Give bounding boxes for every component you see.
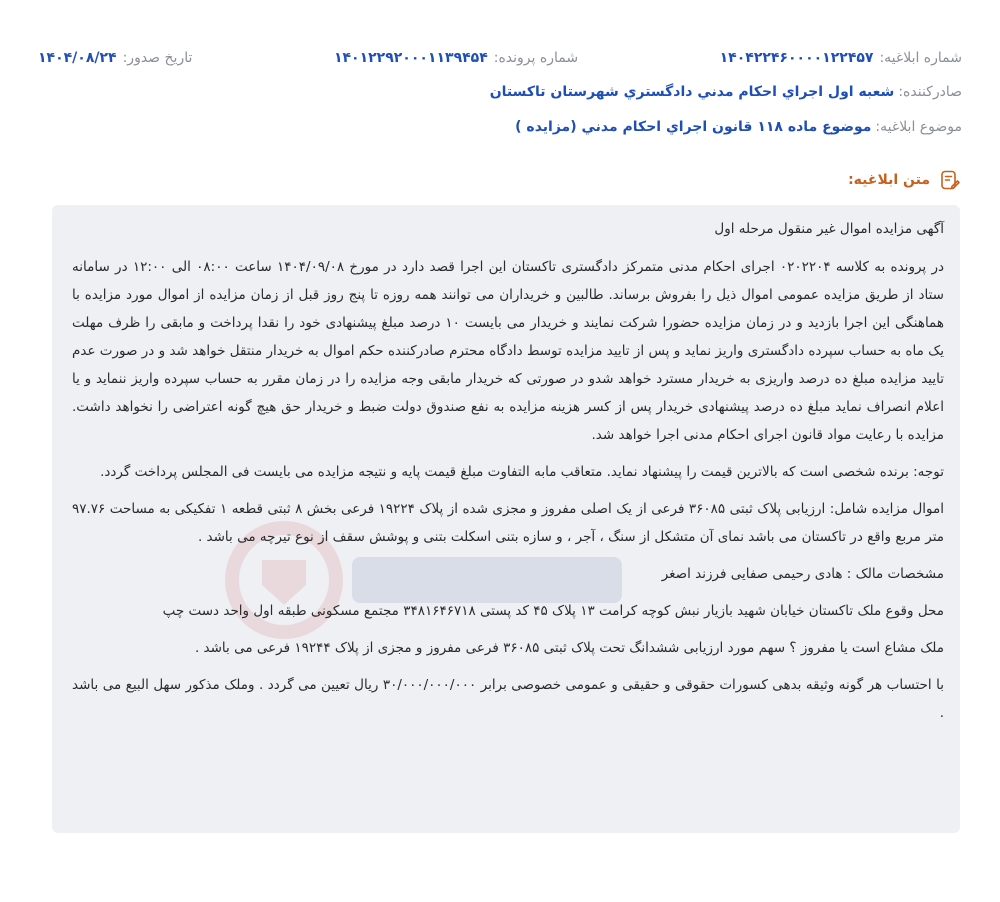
notice-body [52, 205, 960, 833]
notice-meta-row [38, 45, 962, 71]
notice-text-heading-label: متن ابلاغیه: [848, 172, 930, 188]
subject-label: موضوع ابلاغیه: [875, 119, 962, 135]
issuer-label: صادرکننده: [898, 84, 962, 100]
case-number-value: ۱۴۰۱۲۲۹۲۰۰۰۱۱۳۹۴۵۴ [333, 50, 488, 66]
body-paragraph: با احتساب هر گونه وثیقه بدهی کسورات حقوقی و حقیقی و عمومی خصوصی برابر ۳۰/۰۰۰/۰۰۰/۰۰۰ ریال تعیین می گردد . وملک مذکور سهل البیع می باشد . [72, 677, 944, 721]
body-paragraph: توجه: برنده شخصی است که بالاترین قیمت را پیشنهاد نماید. متعاقب مابه التفاوت مبلغ قیمت پایه و نتیجه مزایده می بایست فی المجلس پرداخت گردد. [100, 464, 944, 480]
notice-text-heading [848, 168, 962, 192]
body-paragraph: اموال مزایده شامل: ارزیابی پلاک ثبتی ۳۶۰۸۵ فرعی از یک اصلی مفروز و مجزی شده از پلاک ۱۹۲۲۴ فرعی بخش ۸ ثبتی قطعه ۱ تفکیکی به مساحت ۹۷.۷۶ متر مربع واقع در تاکستان می باشد نمای آن متشکل از سنگ ، آجر ، و سازه بتنی اسکلت بتنی و پوشش سقف از نوع تیرچه می باشد . [72, 501, 944, 545]
body-paragraph: مشخصات مالک : هادی رحیمی صفایی فرزند اصغر [661, 566, 944, 582]
notice-number [720, 50, 962, 66]
issuer-value: شعبه اول اجراي احكام مدني دادگستري شهرستان تاكستان [489, 84, 895, 100]
case-number-label: شماره پرونده: [493, 50, 579, 66]
body-paragraph: در پرونده به کلاسه ۰۲۰۲۲۰۴ اجرای احکام مدنی متمرکز دادگستری تاکستان این اجرا قصد دارد در مورخ ۱۴۰۴/۰۹/۰۸ ساعت ۰۸:۰۰ الی ۱۲:۰۰ در سامانه ستاد از طریق مزایده عمومی اموال ذیل را بفروش برساند. طالبین و خریداران می توانند همه روزه تا پنج روز قبل از زمان مزایده از اموال مورد مزایده با هماهنگی این اجرا بازدید و در زمان مزایده حضورا شرکت نمایند و خریدار می بایست ۱۰ درصد مبلغ پیشنهادی خود را نقدا پرداخت و مابقی را ظرف مهلت یک ماه به حساب سپرده دادگستری واریز نماید و پس از تایید مزایده توسط دادگاه محترم صادرکننده حکم اموال به خریدار منتقل خواهد شد و در صورت عدم تایید مزایده مبلغ ده درصد واریزی به خریدار مسترد خواهد شدو در صورتی که خریدار مابقی وجه مزایده را در زمان مقرر به حساب سپرده واریز ننماید و یا اعلام انصراف نماید مبلغ ده درصد پیشنهادی خریدار پس از کسر هزینه مزایده به نفع صندوق دولت ضبط و خریدار حق هیچ گونه اعتراضی را نخواهد داشت. مزایده با رعایت مواد قانون اجرای احکام مدنی اجرا خواهد شد. [72, 259, 944, 443]
issue-date [38, 50, 192, 66]
body-paragraph: محل وقوع ملک تاکستان خیابان شهید بازیار نبش کوچه کرامت ۱۳ پلاک ۴۵ کد پستی ۳۴۸۱۶۴۶۷۱۸ مجتمع مسکونی طبقه اول واحد دست چپ [162, 603, 944, 619]
note-edit-icon [938, 168, 962, 192]
issue-date-value: ۱۴۰۴/۰۸/۲۴ [38, 50, 117, 66]
notice-title: آگهی مزایده اموال غیر منقول مرحله اول [714, 221, 944, 237]
case-number [334, 50, 578, 66]
body-paragraph: ملک مشاع است یا مفروز ؟ سهم مورد ارزیابی ششدانگ تحت پلاک ثبتی ۳۶۰۸۵ فرعی مفروز و مجزی از پلاک ۱۹۲۴۴ فرعی می باشد . [194, 640, 944, 656]
issuer-line [490, 84, 962, 100]
notice-number-label: شماره ابلاغیه: [879, 50, 962, 66]
subject-line [515, 119, 962, 135]
issue-date-label: تاریخ صدور: [122, 50, 193, 66]
subject-value: موضوع ماده ۱۱۸ قانون اجراي احكام مدني (مزايده ) [515, 119, 872, 135]
notice-number-value: ۱۴۰۴۲۲۴۶۰۰۰۰۱۲۲۴۵۷ [719, 50, 874, 66]
